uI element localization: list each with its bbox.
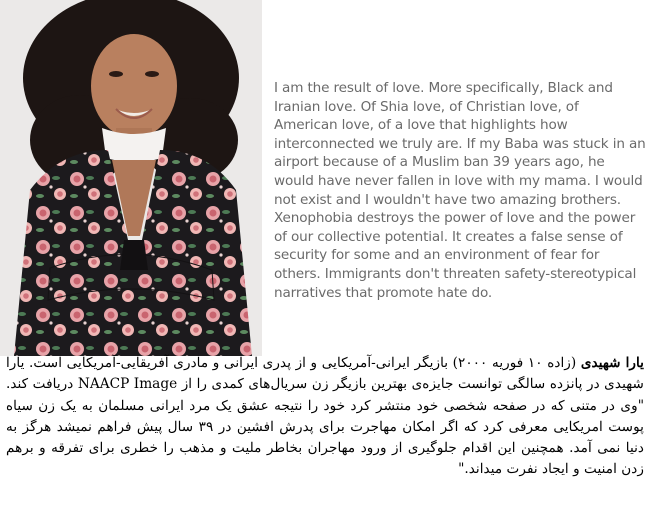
quote-panel — [262, 0, 650, 356]
persian-caption — [6, 353, 644, 481]
caption-name: یارا شهیدی — [580, 355, 644, 371]
quote-text: I am the result of love. More specifically, Black and Iranian love. Of Shia love, of Christian love, of American love, of a love that highlights how interconnected we truly are. If my Baba was stuck in an airport because of a Muslim ban 39 years ago, he would have never fallen in love with my mama. I would not exist and I wouldn't have two amazing brothers. Xenophobia destroys the power of love and the power of our collective potential. It creates a false sense of security for some and an environment of fear for others. Immigrants don't threaten safety-stereotypical narratives that promote hate do. — [274, 80, 646, 301]
portrait-photo — [0, 0, 262, 356]
portrait-illustration — [0, 0, 262, 356]
caption-body: (زاده ۱۰ فوریه ۲۰۰۰) بازیگر ایرانی-آمریکایی و از پدری ایرانی و مادری آفریقایی-آمریکایی است. یارا شهیدی در پانزده سالگی توانست جایزه‌ی بهترین بازیگر زن سریال‌های کمدی را از NAACP Image دریافت کند. "وی در متنی که در صفحه شخصی خود منتشر کرد خود را نتیجه عشق یک مرد ایرانی مسلمان به یک زن سیاه پوست امریکایی معرفی کرد که اگر امکان مهاجرت برای پدرش افشین در ۳۹ سال پیش فراهم نمیشد هرگز به دنیا نمی آمد. همچنین این اقدام جلوگیری از ورود مهاجران بخاطر ملیت و مذهب را خطری برای تفرقه و برهم زدن امنیت و ایجاد نفرت میداند." — [6, 355, 644, 478]
